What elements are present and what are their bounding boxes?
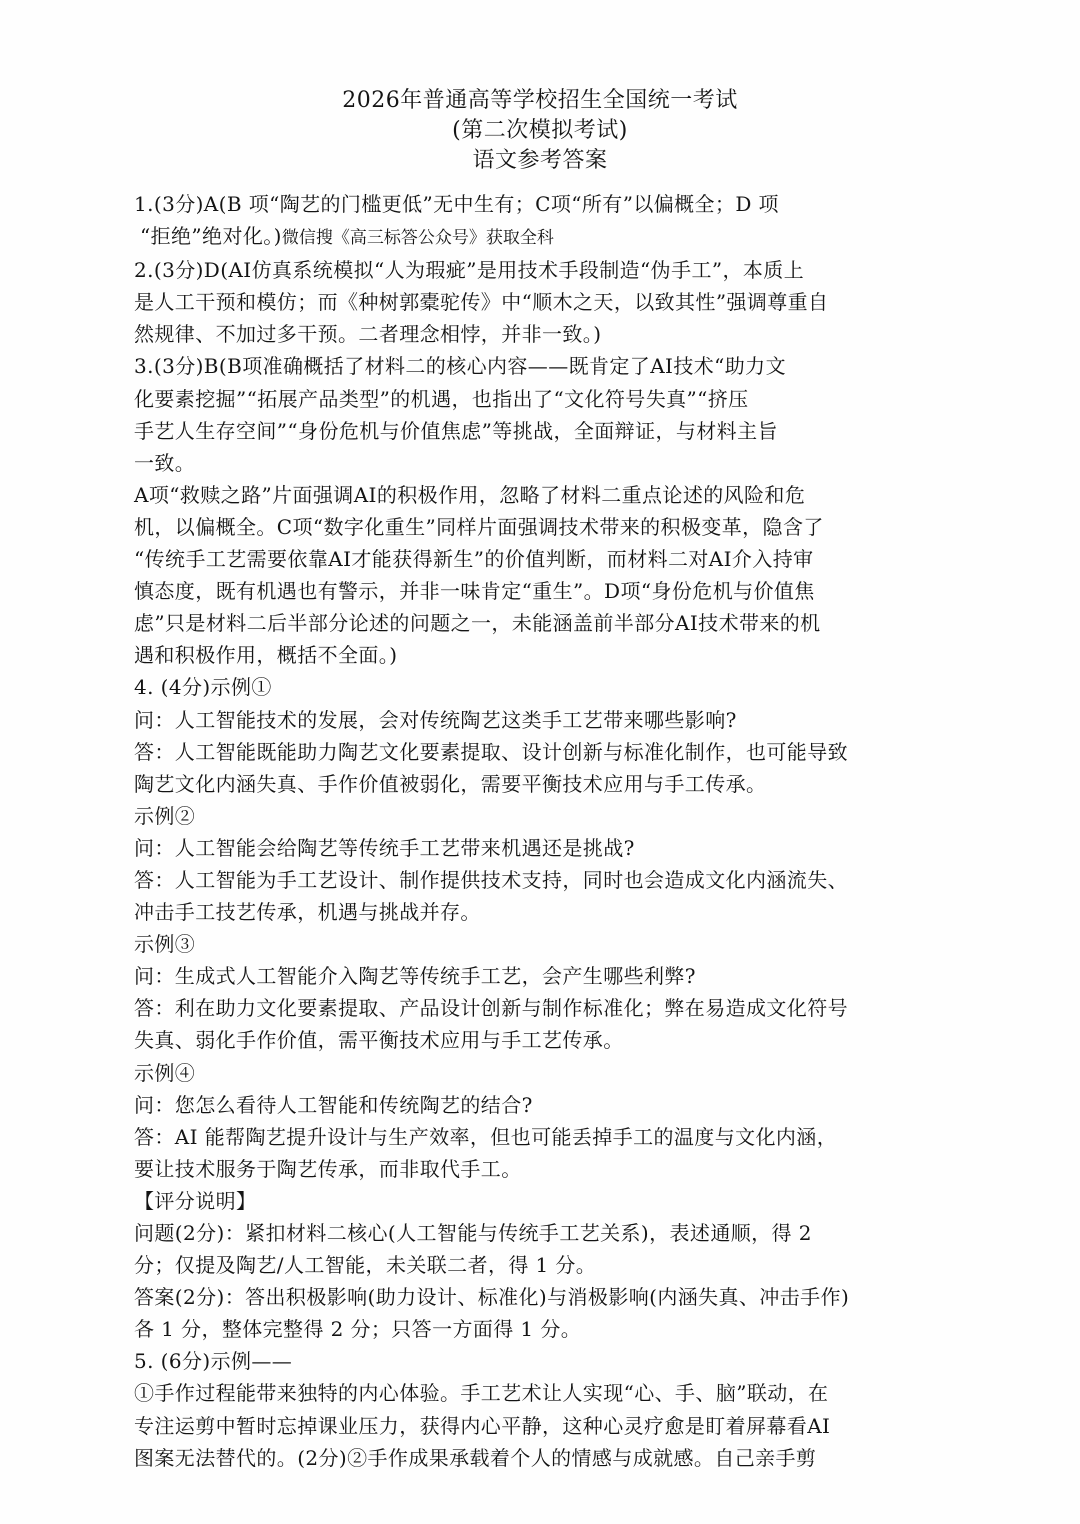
text-line: 答：利在助力文化要素提取、产品设计创新与制作标准化；弊在易造成文化符号 (134, 996, 848, 1021)
text-line: 问题(2分)：紧扣材料二核心(人工智能与传统手工艺关系)，表述通顺，得 2 (134, 1221, 812, 1245)
text-line: 图案无法替代的。(2分)②手作成果承载着个人的情感与成就感。自己亲手剪 (134, 1445, 817, 1470)
text-line: 化要素挖掘”“拓展产品类型”的机遇，也指出了“文化符号失真”“挤压 (134, 386, 749, 411)
text-line: 机，以偏概全。C项“数字化重生”同样片面强调技术带来的积极变革，隐含了 (134, 514, 824, 539)
text-line: 问：您怎么看待人工智能和传统陶艺的结合? (134, 1092, 533, 1117)
text-line: 手艺人生存空间”“身份危机与价值焦虑”等挑战，全面辩证，与材料主旨 (134, 418, 778, 443)
text-line: 要让技术服务于陶艺传承，而非取代手工。 (134, 1156, 522, 1181)
text-line: 各 1 分，整体完整得 2 分；只答一方面得 1 分。 (134, 1317, 582, 1342)
text-line: 示例③ (134, 932, 196, 957)
text-line: 冲击手工技艺传承，机遇与挑战并存。 (134, 900, 481, 925)
text-line: “传统手工艺需要依靠AI才能获得新生”的价值判断，而材料二对AI介入持审 (134, 547, 814, 572)
text-line: 是人工干预和模仿；而《种树郭橐驼传》中“顺木之天，以致其性”强调尊重自 (134, 290, 829, 315)
answer-key-heading: 语文参考答案 (472, 148, 608, 173)
text-line: 问：人工智能会给陶艺等传统手工艺带来机遇还是挑战? (134, 835, 635, 860)
text-line: 然规律、不加过多干预。二者理念相悖，并非一致。) (134, 322, 602, 347)
exam-title: 2026年普通高等学校招生全国统一考试 (342, 88, 738, 113)
text-line: A项“救赎之路”片面强调AI的积极作用，忽略了材料二重点论述的风险和危 (134, 482, 806, 507)
text-line: 答：AI 能帮陶艺提升设计与生产效率，但也可能丢掉手工的温度与文化内涵， (134, 1124, 838, 1149)
exam-subtitle: (第二次模拟考试) (452, 118, 628, 143)
text-line: 1.(3分)A(B 项“陶艺的门槛更低”无中生有；C项“所有”以偏概全；D 项 (134, 192, 779, 216)
text-line: 答：人工智能既能助力陶艺文化要素提取、设计创新与标准化制作，也可能导致 (134, 739, 848, 764)
text-line: 分；仅提及陶艺/人工智能，未关联二者，得 1 分。 (134, 1253, 597, 1278)
text-line: 示例② (134, 803, 196, 828)
text-line: 虑”只是材料二后半部分论述的问题之一，未能涵盖前半部分AI技术带来的机 (134, 611, 821, 636)
text-line: 慎态度，既有机遇也有警示，并非一味肯定“重生”。D项“身份危机与价值焦 (134, 579, 815, 604)
text-line: 失真、弱化手作价值，需平衡技术应用与手工艺传承。 (134, 1028, 624, 1053)
wechat-note: 微信搜《高三标答公众号》获取全科 (281, 228, 554, 249)
text-line (134, 220, 934, 254)
text-line: ①手作过程能带来独特的内心体验。手工艺术让人实现“心、手、脑”联动，在 (134, 1381, 829, 1406)
text-line-part: “拒绝”绝对化。) (140, 224, 282, 249)
text-line: 陶艺文化内涵失真、手作价值被弱化，需要平衡技术应用与手工传承。 (134, 771, 767, 796)
scoring-heading: 【评分说明】 (134, 1188, 257, 1213)
text-line: 问：人工智能技术的发展，会对传统陶艺这类手工艺带来哪些影响? (134, 707, 737, 732)
document-header (0, 86, 1080, 176)
text-line: 一致。 (134, 450, 196, 475)
answer-body (134, 188, 934, 1474)
text-line: 示例④ (134, 1060, 196, 1085)
text-line: 专注运剪中暂时忘掉课业压力，获得内心平静，这种心灵疗愈是盯着屏幕看AI (134, 1413, 831, 1438)
text-line: 2.(3分)D(AI仿真系统模拟“人为瑕疵”是用技术手段制造“伪手工”，本质上 (134, 258, 805, 283)
text-line: 问：生成式人工智能介入陶艺等传统手工艺，会产生哪些利弊? (134, 964, 696, 989)
text-line: 3.(3分)B(B项准确概括了材料二的核心内容——既肯定了AI技术“助力文 (134, 354, 786, 379)
text-line: 遇和积极作用，概括不全面。) (134, 643, 398, 668)
text-line: 答案(2分)：答出积极影响(助力设计、标准化)与消极影响(内涵失真、冲击手作) (134, 1285, 850, 1310)
text-line: 4. (4分)示例① (134, 675, 272, 700)
text-line: 5. (6分)示例—— (134, 1349, 293, 1374)
text-line: 答：人工智能为手工艺设计、制作提供技术支持，同时也会造成文化内涵流失、 (134, 867, 848, 892)
